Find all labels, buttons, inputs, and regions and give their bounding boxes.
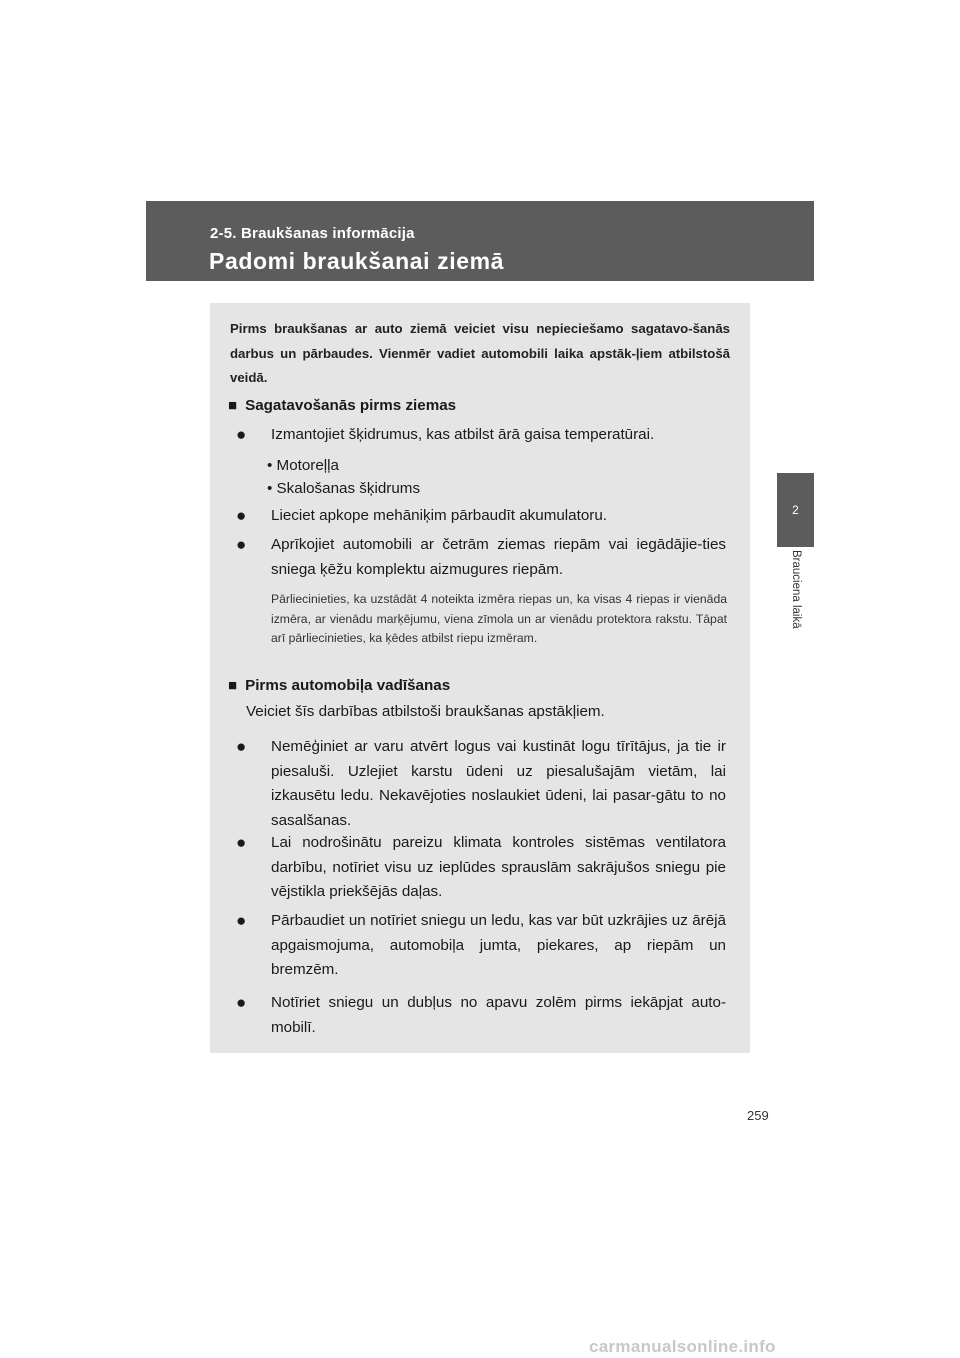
section-heading-winter-prep (228, 397, 456, 414)
section-label: 2-5. Braukšanas informācija (210, 225, 415, 242)
note-text: Pārliecinieties, ka uzstādāt 4 noteikta izmēra riepas un, ka visas 4 riepas ir vienāda izmēra, ar vienādu marķējumu, viena zīmola un ar vienādu protektora rakstu. Tāpat arī pārliecinieties, ka ķēdes atbilst riepu izmēram. (271, 592, 727, 645)
list-item (236, 533, 726, 582)
chapter-number: 2 (792, 503, 799, 517)
list-item-text: Aprīkojiet automobili ar četrām ziemas riepām vai iegādājie-ties sniega ķēžu komplektu aizmugures riepām. (271, 536, 726, 578)
bullet-dot-icon: ● (236, 993, 247, 1012)
list-item (236, 735, 726, 833)
sub-list-item: • Skalošanas šķidrums (267, 480, 421, 497)
bullet-dot-icon: ● (236, 425, 247, 444)
bullet-dot-icon: ● (236, 911, 247, 930)
list-item-text: Nemēģiniet ar varu atvērt logus vai kustināt logu tīrītājus, ja tie ir piesaluši. Uzlejiet karstu ūdeni uz piesalušajām vietām, lai izkausētu ledu. Nekavējoties noslaukiet ūdeni, lai pasar-gātu to no sasalšanas. (271, 738, 726, 829)
list-item (236, 991, 726, 1040)
chapter-header (146, 201, 814, 281)
section-heading-before-driving (228, 677, 450, 694)
page-title: Padomi braukšanai ziemā (209, 248, 505, 274)
list-item (236, 504, 726, 529)
page-number: 259 (747, 1108, 769, 1123)
list-item (236, 831, 726, 905)
content-box (210, 303, 750, 1053)
bullet-dot-icon: ● (236, 535, 247, 554)
list-item-text: Lai nodrošinātu pareizu klimata kontroles sistēmas ventilatora darbību, notīriet visu uz ieplūdes sprauslām sakrājušos sniegu pie vējstikla priekšējās daļas. (271, 834, 726, 900)
intro-text: Pirms braukšanas ar auto ziemā veiciet visu nepieciešamo sagatavo-šanās darbus un pārbaudes. Vienmēr vadiet automobili laika apstāk-ļiem atbilstošā veidā. (230, 321, 730, 385)
list-item (236, 423, 726, 448)
bullet-dot-icon: ● (236, 506, 247, 525)
list-item-text: Izmantojiet šķidrumus, kas atbilst ārā gaisa temperatūrai. (271, 426, 655, 443)
chapter-side-label-text: Brauciena laikā (790, 550, 802, 629)
bullet-dot-icon: ● (236, 737, 247, 756)
section-heading-text: Pirms automobiļa vadīšanas (245, 677, 451, 694)
list-item (236, 909, 726, 983)
sub-list-item: • Motoreļļa (267, 457, 339, 474)
section-intro-text: Veiciet šīs darbības atbilstoši braukšanas apstākļiem. (246, 703, 605, 720)
chapter-tab (777, 473, 814, 547)
square-bullet-icon: ■ (228, 397, 238, 414)
list-item-text: Pārbaudiet un notīriet sniegu un ledu, kas var būt uzkrājies uz ārējā apgaismojuma, automobiļa jumta, piekares, ap riepām un bremzēm. (271, 912, 726, 978)
list-item-text: Lieciet apkope mehāniķim pārbaudīt akumulatoru. (271, 507, 608, 524)
section-heading-text: Sagatavošanās pirms ziemas (245, 397, 457, 414)
watermark: carmanualsonline.info (589, 1337, 776, 1356)
list-item-text: Notīriet sniegu un dubļus no apavu zolēm pirms iekāpjat auto-mobilī. (271, 994, 726, 1036)
square-bullet-icon: ■ (228, 677, 238, 694)
bullet-dot-icon: ● (236, 833, 247, 852)
